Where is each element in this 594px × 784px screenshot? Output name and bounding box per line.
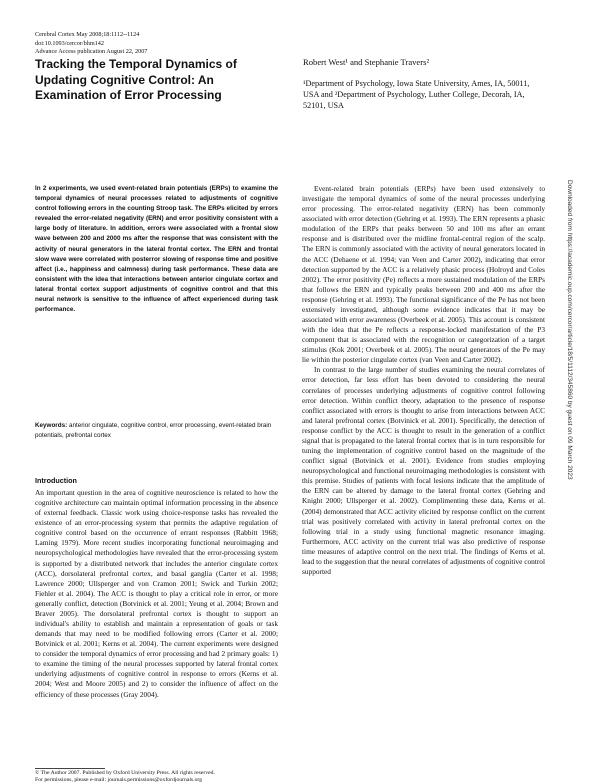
footer-divider	[35, 768, 105, 769]
keywords-text: anterior cingulate, cognitive control, error processing, event-related brain potentials, prefrontal cortex	[35, 422, 272, 439]
intro-paragraph-2: Event-related brain potentials (ERPs) have been used extensively to investigate the temporal dynamics of some of the neural processes underlying error processing. The error-related negativity (ERN) has been commonly associated with error detection (Gehring et al. 1993). The ERN represents a phasic modulation of the ERPs that peaks between 50 and 100 ms after an errant response and is distributed over the midline frontal-central region of the scalp. The ERN is commonly associated with the activity of neural generators located in the ACC (Dehaene et al. 1994; van Veen and Carter 2002), indicating that error detection supported by the ACC is a relatively phasic process (Holroyd and Coles 2002). The error positivity (Pe) reflects a more sustained modulation of the ERPs that follows the ERN and typically peaks between 200 and 400 ms after the response (Gehring et al. 1993). The functional significance of the Pe has not been extensively investigated, although some evidence indicates that it may be associated with error awareness (Overbeek et al. 2005). This account is consistent with the idea that the Pe reflects a response-locked manifestation of the P3 component that is associated with the recognition or categorization of a target stimulus (Kok 2001; Overbeek et al. 2005). The neural generators of the Pe may lie within the posterior cingulate cortex (van Veen and Carter 2002).	[302, 184, 545, 365]
intro-paragraph-1: An important question in the area of cognitive neuroscience is related to how the cognitive architecture can maintain optimal information processing in the absence of external feedback. Classic work using choice-response tasks has revealed the existence of an error-processing system that permits the adaptive regulation of cognitive control based on the occurrence of errant responses (Rabbitt 1968; Laming 1979). More recent studies incorporating functional neuroimaging and neuropsychological methodologies have revealed that the error-processing system is supported by a distributed network that includes the anterior cingulate cortex (ACC), dorsolateral prefrontal cortex, and basal ganglia (Carter et al. 1998; Lawrence 2000; Ullsperger and von Cramon 2001; Swick and Turkin 2002; Fiehler et al. 2004). The ACC is thought to play a critical role in error, or more generally conflict, detection (Botvinick et al. 2001; Yeung et al. 2004; Brown and Braver 2005). The dorsolateral prefrontal cortex is thought to support an individual's ability to establish and maintain a representation of goals or task demands that may need to be modified following errors (Carter et al. 2000; Botvinick et al. 2001; Kerns et al. 2004). The current experiments were designed to consider the temporal dynamics of error processing and had 2 primary goals: 1) to examine the timing of the neural processes supported by lateral frontal cortex underlying adjustments of cognitive control in response to errors (Kerns et al. 2004; West and Moore 2005) and 2) to consider the influence of affect on the efficiency of these processes (Gray 2004).	[35, 488, 278, 699]
copyright-line: © The Author 2007. Published by Oxford University Press. All rights reserved.	[35, 770, 215, 776]
author-affiliations: ¹Department of Psychology, Iowa State University, Ames, IA, 50011, USA and ²Department of Psychology, Luther College, Decorah, IA, 52101, USA	[303, 79, 530, 110]
journal-citation-line: Cerebral Cortex May 2008;18:1112--1124	[35, 31, 140, 38]
section-heading-introduction: Introduction	[35, 476, 77, 485]
journal-doi-line: doi:10.1093/cercor/bhm142	[35, 39, 104, 47]
abstract: In 2 experiments, we used event-related brain potentials (ERPs) to examine the temporal dynamics of neural processes related to adjustments of cognitive control following errors in the counting Stroop task. The ERPs elicited by errors revealed the error-related negativity (ERN) and error positivity consistent with a large body of literature. In addition, errors were associated with a frontal slow wave between 200 and 2000 ms after the response that was consistent with the activity of neural generators in the lateral frontal cortex. The ERN and frontal slow wave were correlated with posterror slowing of response time and positive affect (i.e., happiness and calmness) during task performance. These data are consistent with the idea that interactions between anterior cingulate cortex and lateral frontal cortex support adjustments of cognitive control and that this neural network is sensitive to the influence of affect experienced during task performance.	[35, 185, 278, 314]
intro-paragraph-3: In contrast to the large number of studies examining the neural correlates of error detection, far less effort has been devoted to considering the neural correlates of processes underlying adjustments of cognitive control following error detection. Within conflict theory, adaptation to the presence of response conflict associated with errors is thought to arise from interactions between ACC and lateral prefrontal cortex (Botvinick et al. 2001). Specifically, the detection of response conflict by the ACC is thought to result in the generation of a conflict signal that is propagated to the lateral frontal cortex that is in turn responsible for tuning the implementation of cognitive control based on the magnitude of the conflict signal (Botvinick et al. 2001). Evidence from studies employing neuropsychological and functional neuroimaging methodologies is consistent with this premise. Studies of patients with focal lesions indicate that the amplitude of the ERN can be altered by damage to the lateral frontal cortex (Gehring and Knight 2000; Ullsperger et al. 2002). Complimenting these data, Kerns et al. (2004) demonstrated that ACC activity elicited by response conflict on the current trial was positively correlated with activity in lateral prefrontal cortex on the following trial in a study using functional magnetic resonance imaging. Furthermore, ACC activity on the current trial was also predictive of response time measures of adaptive control on the next trial. The findings of Kerns et al. lead to the suggestion that the neural correlates of adjustments of cognitive control supported	[302, 365, 545, 576]
keywords-label: Keywords:	[35, 422, 68, 429]
body-column-right	[302, 184, 545, 577]
copyright-footer	[35, 770, 215, 784]
download-watermark	[566, 180, 583, 580]
download-watermark-text: Downloaded from https://academic.oup.com/cercor/article/18/5/1112/345860 by guest on 09 March 2023	[566, 180, 573, 480]
permissions-line: For permissions, please e-mail: journals.permissions@oxfordjournals.org	[35, 777, 203, 783]
journal-citation	[35, 31, 147, 57]
journal-advance-access-line: Advance Access publication August 22, 2007	[35, 48, 148, 55]
article-title: Tracking the Temporal Dynamics of Updating Cognitive Control: An Examination of Error Processing	[35, 57, 237, 102]
body-column-left	[35, 488, 278, 700]
author-list: Robert West¹ and Stephanie Travers²	[303, 57, 430, 67]
keywords	[35, 421, 278, 440]
